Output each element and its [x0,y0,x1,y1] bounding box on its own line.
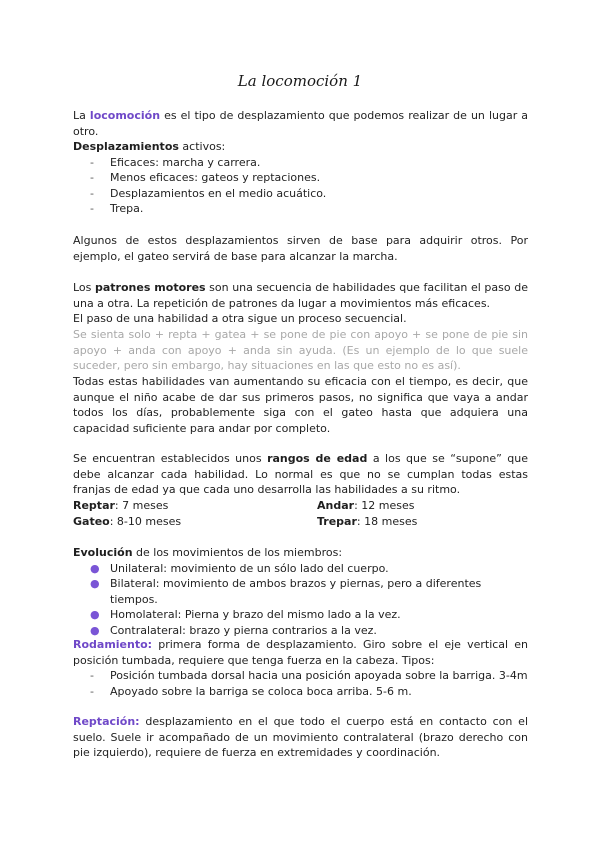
intro-paragraph [73,108,528,139]
bullet-icon: ● [90,561,100,575]
dash-marker: - [90,186,94,200]
evolucion-heading: Evolución de los movimientos de los miembros: [73,546,343,559]
activos-list [73,155,528,217]
rodamiento-types [73,668,528,699]
list-item: ● Homolateral: Pierna y brazo del mismo lado a la vez. [90,608,401,622]
bullet-icon: ● [90,577,100,591]
list-item: - Menos eficaces: gateos y reptaciones. [90,171,321,185]
evolucion-list [73,561,528,639]
gateo-age: Gateo: 8-10 meses [73,515,182,528]
patrones-line3: Todas estas habilidades van aumentando su eficacia con el tiempo, es decir, que aunque el niño acabe de dar sus primeros pasos, no significa que vaya a andar todos los días, probablemente siga con el gateo hasta que adquiera una capacidad suficiente para andar por completo. [73,375,528,435]
dash-marker: - [90,171,94,185]
patrones-paragraph: Los patrones motores son una secuencia de habilidades que facilitan el paso de una a otra. La repetición de patrones da lugar a movimientos más eficaces. [73,281,528,310]
base-paragraph: Algunos de estos desplazamientos sirven de base para adquirir otros. Por ejemplo, el gateo servirá de base para alcanzar la marcha. [73,234,528,263]
dash-marker: - [90,202,94,216]
list-item: - Posición tumbada dorsal hacia una posición apoyada sobre la barriga. 3-4m [90,669,528,682]
rangos-term: rangos de edad [267,452,368,465]
bullet-icon: ● [90,623,100,637]
intro-pre: La [73,109,90,122]
rodamiento-paragraph: Rodamiento: primera forma de desplazamiento. Giro sobre el eje vertical en posición tumbada, requiere que tenga fuerza en la cabeza. Tipos: [73,638,528,667]
list-item: - Eficaces: marcha y carrera. [90,155,261,169]
dash-marker: - [90,684,94,698]
rangos-paragraph: Se encuentran establecidos unos rangos de edad a los que se “supone” que debe alcanzar cada habilidad. Lo normal es que no se cumplan todas estas franjas de edad ya que cada uno desarrolla las habilidades a su ritmo. [73,452,528,497]
page-title: La locomoción 1 [237,72,363,90]
activos-section [73,139,528,217]
bullet-icon: ● [90,608,100,622]
list-item: ● Bilateral: movimiento de ambos brazos y piernas, pero a diferentes tiempos. [90,577,482,606]
list-item: - Apoyado sobre la barriga se coloca boca arriba. 5-6 m. [90,684,412,698]
reptacion-term: Reptación: [73,715,140,728]
evolucion-section [73,545,528,639]
andar-age: Andar: 12 meses [317,499,415,512]
intro-rest: es el tipo de desplazamiento que podemos realizar de un lugar a otro. [73,109,528,138]
list-item: - Desplazamientos en el medio acuático. [90,186,327,200]
activos-heading [73,139,528,155]
rodamiento-list [73,668,528,699]
trepar-age: Trepar: 18 meses [317,515,418,528]
activos-heading-rest: activos: [178,140,226,153]
rodamiento-term: Rodamiento: [73,638,153,651]
dash-marker: - [90,669,94,682]
evolucion-term: Evolución [73,546,133,559]
age-row-1 [73,498,528,514]
activos-heading-bold: Desplazamientos [73,140,179,153]
dash-marker: - [90,155,94,169]
patrones-line2: El paso de una habilidad a otra sigue un proceso secuencial. [73,312,407,325]
list-item: ● Unilateral: movimiento de un sólo lado del cuerpo. [90,561,389,575]
locomocion-term: locomoción [89,109,161,122]
reptacion-paragraph: Reptación: desplazamiento en el que todo el cuerpo está en contacto con el suelo. Suele ir acompañado de un movimiento contralateral (brazo derecho con pie izquierdo), requiere de fuerza en extremidades y coordinación. [73,715,528,760]
list-item: ● Contralateral: brazo y pierna contrarios a la vez. [90,623,377,637]
list-item: - Trepa. [90,202,144,216]
age-row-2 [73,514,528,530]
patrones-term: patrones motores [95,281,206,294]
patrones-sequence: Se sienta solo + repta + gatea + se pone de pie con apoyo + se pone de pie sin apoyo + anda con apoyo + anda sin ayuda. (Es un ejemplo de lo que suele suceder, pero sin embargo, hay situaciones en las que esto no es así). [73,328,528,373]
reptar-age: Reptar: 7 meses [73,499,169,512]
